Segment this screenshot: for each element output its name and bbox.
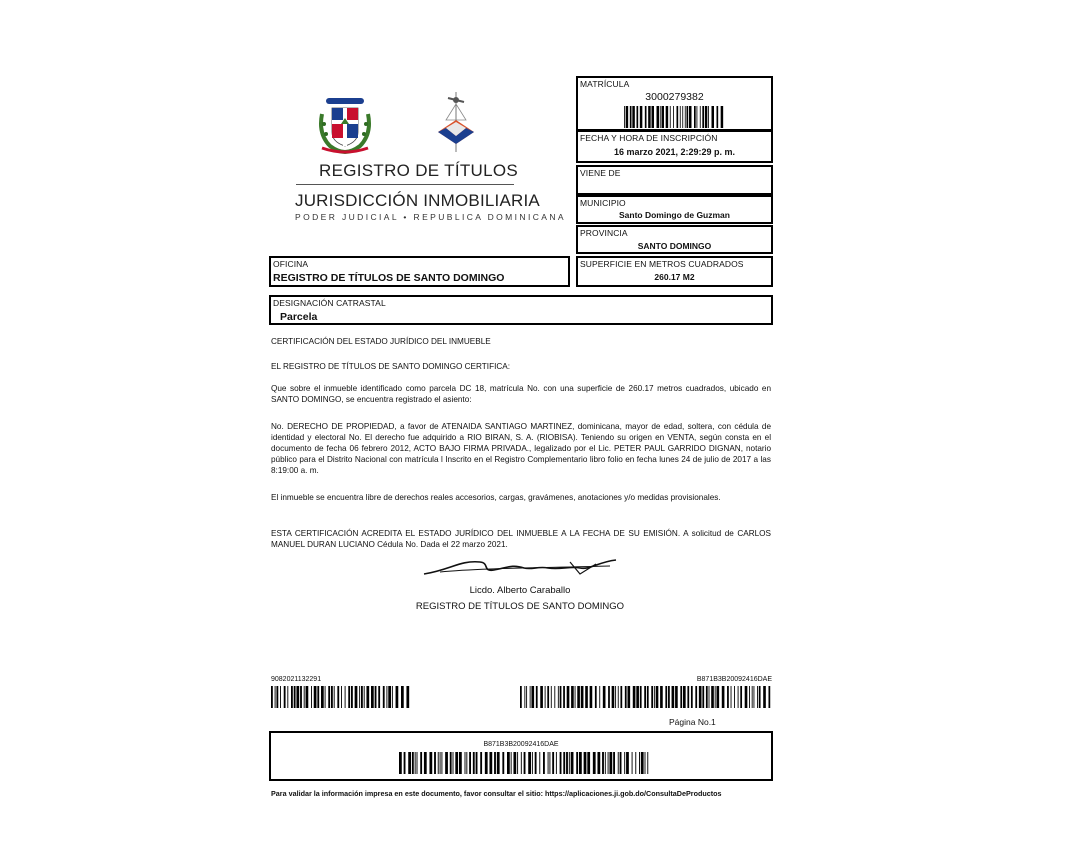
barcode-bar — [528, 752, 531, 774]
dominican-coat-of-arms-logo — [316, 94, 374, 154]
barcode-bar — [708, 106, 709, 128]
barcode-bar — [441, 752, 442, 774]
barcode-bar — [304, 686, 305, 708]
barcode-bar — [615, 686, 616, 708]
barcode-bar — [429, 752, 432, 774]
superficie-value: 260.17 M2 — [654, 272, 695, 282]
barcode-bar — [521, 752, 522, 774]
barcode-bar — [597, 752, 600, 774]
barcode-bar — [364, 686, 365, 708]
barcode-bar — [317, 686, 319, 708]
barcode-bar — [388, 686, 391, 708]
barcode-bar — [717, 106, 719, 128]
designacion-box — [269, 295, 773, 325]
barcode-bar — [585, 686, 588, 708]
barcode-bar — [647, 752, 648, 774]
barcode-bar — [752, 686, 753, 708]
barcode-bar — [576, 752, 578, 774]
barcode-bar — [640, 106, 643, 128]
barcode-bar — [575, 686, 576, 708]
provincia-box — [576, 225, 773, 254]
barcode-bar — [300, 686, 302, 708]
barcode-bar — [571, 752, 574, 774]
box-barcode-code: B871B3B20092416DAE — [483, 741, 559, 748]
barcode-bar — [660, 106, 661, 128]
barcode-bar — [657, 106, 660, 128]
barcode-bar — [603, 686, 606, 708]
barcode-bar — [296, 686, 299, 708]
barcode-bar — [670, 106, 671, 128]
barcode-bar — [438, 752, 439, 774]
barcode-bar — [581, 686, 584, 708]
registro-titulos-heading: REGISTRO DE TÍTULOS — [319, 161, 519, 180]
barcode-bar — [383, 686, 385, 708]
barcode-bar — [507, 752, 510, 774]
barcode-bar — [626, 752, 629, 774]
barcode-bar — [685, 106, 686, 128]
barcode-bar — [700, 106, 701, 128]
oficina-box — [269, 256, 570, 287]
barcode-bar — [721, 106, 724, 128]
barcode-bar — [699, 686, 702, 708]
signer-name: Licdo. Alberto Caraballo — [469, 585, 571, 596]
barcode-bar — [702, 686, 704, 708]
barcode-bar — [420, 752, 422, 774]
fecha-inscripcion-label: FECHA Y HORA DE INSCRIPCIÓN — [580, 133, 718, 143]
matricula-value: 3000279382 — [645, 91, 704, 103]
barcode-bar — [511, 752, 512, 774]
barcode-bar — [466, 752, 467, 774]
barcode-bar — [675, 686, 678, 708]
barcode-bar — [271, 686, 273, 708]
barcode-bar — [513, 752, 516, 774]
p2-part-c: El derecho fue adquirido a RIO BIRAN, S. A. (RIOBISA). Teniendo su origen en VENTA, según consta en el documento de fecha 06 febrero 2012, ACTO BAJO FIRMA PRIVADA., legalizado por el Lic. PETER PAUL GARRIDO DIGNAN, notario público para el Distrito Nacional con matrícula l — [271, 433, 772, 464]
barcode-bar — [666, 106, 669, 128]
handwritten-signature — [420, 556, 620, 580]
barcode-bar — [645, 106, 647, 128]
barcode-bar — [539, 752, 540, 774]
barcode-bar — [694, 106, 696, 128]
right-barcode — [520, 686, 772, 708]
barcode-bar — [453, 752, 454, 774]
barcode-bar — [757, 686, 758, 708]
barcode-bar — [577, 686, 580, 708]
barcode-bar — [660, 686, 663, 708]
designacion-label: DESIGNACIÓN CATRASTAL — [273, 298, 386, 308]
barcode-bar — [654, 686, 655, 708]
barcode-bar — [705, 106, 708, 128]
barcode-bar — [406, 686, 409, 708]
barcode-bar — [485, 752, 488, 774]
barcode-bar — [702, 106, 704, 128]
barcode-bar — [424, 752, 427, 774]
barcode-bar — [587, 752, 590, 774]
barcode-bar — [727, 686, 729, 708]
barcode-bar — [689, 106, 692, 128]
barcode-bar — [645, 752, 646, 774]
municipio-box — [576, 195, 773, 224]
superficie-box — [576, 256, 773, 287]
barcode-bar — [590, 686, 593, 708]
barcode-bar — [613, 752, 615, 774]
barcode-bar — [593, 752, 596, 774]
left-barcode-code: 9082021132291 — [271, 676, 322, 683]
barcode-bar — [560, 752, 562, 774]
barcode-bar — [337, 686, 339, 708]
barcode-bar — [524, 686, 525, 708]
barcode-bar — [311, 686, 312, 708]
barcode-bar — [687, 686, 689, 708]
barcode-bar — [287, 686, 288, 708]
barcode-bar — [738, 686, 739, 708]
barcode-bar — [355, 686, 358, 708]
barcode-bar — [668, 686, 670, 708]
barcode-bar — [535, 752, 537, 774]
oficina-label: OFICINA — [273, 259, 309, 269]
barcode-bar — [331, 686, 333, 708]
barcode-bar — [648, 106, 651, 128]
barcode-bar — [489, 752, 492, 774]
barcode-bar — [584, 752, 587, 774]
barcode-bar — [328, 686, 330, 708]
barcode-bar — [530, 686, 531, 708]
barcode-bar — [625, 686, 627, 708]
barcode-bar — [517, 752, 518, 774]
municipio-label: MUNICIPIO — [580, 198, 626, 208]
barcode-bar — [662, 106, 665, 128]
barcode-bar — [417, 752, 418, 774]
barcode-bar — [640, 686, 642, 708]
barcode-bar — [341, 686, 342, 708]
certifica-line: EL REGISTRO DE TÍTULOS DE SANTO DOMINGO CERTIFICA: — [271, 362, 510, 371]
barcode-bar — [706, 686, 708, 708]
barcode-bar — [716, 686, 719, 708]
barcode-bar — [540, 686, 543, 708]
signer-office: REGISTRO DE TÍTULOS DE SANTO DOMINGO — [415, 601, 625, 612]
paragraph-libre: El inmueble se encuentra libre de derechos reales accesorios, cargas, gravámenes, anotaciones y/o medidas provisionales. — [271, 493, 721, 502]
barcode-bar — [526, 686, 527, 708]
barcode-bar — [633, 686, 636, 708]
p2-part-b: DERECHO DE PROPIEDAD, a favor de ATENAIDA SANTIAGO MARTINEZ, dominicana, mayor de edad, soltera, con cédula de identidad y electoral No. — [271, 422, 771, 442]
superficie-label: SUPERFICIE EN METROS CUADRADOS — [580, 259, 744, 269]
barcode-bar — [536, 686, 538, 708]
barcode-bar — [566, 752, 568, 774]
oficina-value: REGISTRO DE TÍTULOS DE SANTO DOMINGO — [273, 272, 505, 284]
p2-part-e: folio — [607, 455, 623, 464]
p4-part-b: Dada el 22 marzo 2021. — [420, 540, 508, 549]
p2-part-d: Inscrito en el Registro Complementario libro — [445, 455, 606, 464]
barcode-bar — [608, 752, 609, 774]
barcode-bar — [711, 686, 714, 708]
barcode-bar — [345, 686, 346, 708]
barcode-bar — [399, 752, 402, 774]
barcode-bar — [567, 686, 570, 708]
barcode-bar — [715, 686, 716, 708]
barcode-bar — [665, 686, 667, 708]
box-barcode — [399, 752, 651, 774]
barcode-bar — [754, 686, 755, 708]
barcode-bar — [558, 686, 559, 708]
barcode-bar — [502, 752, 504, 774]
jurisdiccion-inmobiliaria-logo — [420, 90, 492, 158]
matricula-box — [576, 76, 773, 131]
barcode-bar — [445, 752, 448, 774]
barcode-bar — [375, 686, 377, 708]
barcode-bar — [473, 752, 475, 774]
barcode-bar — [632, 106, 635, 128]
barcode-bar — [749, 686, 750, 708]
barcode-bar — [440, 752, 441, 774]
barcode-bar — [434, 752, 436, 774]
barcode-bar — [608, 686, 610, 708]
barcode-bar — [656, 686, 659, 708]
designacion-value: Parcela — [280, 311, 318, 323]
provincia-label: PROVINCIA — [580, 228, 628, 238]
barcode-bar — [683, 686, 686, 708]
barcode-bar — [465, 752, 466, 774]
barcode-bar — [556, 752, 557, 774]
barcode-bar — [624, 752, 625, 774]
barcode-bar — [321, 686, 324, 708]
p1-part-a: Que sobre el inmueble identificado como parcela — [271, 384, 457, 393]
barcode-bar — [547, 686, 549, 708]
barcode-bar — [628, 686, 631, 708]
barcode-bar — [284, 686, 286, 708]
fecha-inscripcion-value: 16 marzo 2021, 2:29:29 p. m. — [613, 147, 736, 157]
barcode-bar — [560, 686, 562, 708]
barcode-bar — [624, 106, 625, 128]
paragraph-parcela — [271, 383, 771, 405]
barcode-bar — [314, 686, 317, 708]
barcode-bar — [554, 686, 555, 708]
barcode-bar — [635, 752, 636, 774]
barcode-bar — [571, 686, 574, 708]
header-divider — [296, 184, 514, 185]
barcode-bar — [392, 686, 393, 708]
barcode-bar — [680, 686, 682, 708]
barcode-bar — [412, 752, 414, 774]
barcode-bar — [371, 686, 374, 708]
paragraph-acredita — [271, 528, 771, 550]
barcode-bar — [697, 106, 698, 128]
barcode-bar — [651, 686, 653, 708]
barcode-bar — [459, 752, 462, 774]
barcode-bar — [605, 752, 606, 774]
barcode-bar — [644, 686, 646, 708]
barcode-bar — [455, 752, 458, 774]
p1-part-c: con una superficie de 260.17 metros cuadrados, ubicado en SANTO DOMINGO, se encuentra registrado el asiento: — [271, 384, 772, 404]
barcode-bar — [712, 106, 715, 128]
barcode-bar — [552, 752, 554, 774]
barcode-bar — [731, 686, 732, 708]
barcode-bar — [626, 106, 629, 128]
barcode-bar — [497, 752, 500, 774]
viene-de-label: VIENE DE — [580, 168, 621, 178]
barcode-bar — [524, 752, 526, 774]
barcode-bar — [520, 686, 522, 708]
barcode-bar — [768, 686, 770, 708]
jurisdiccion-heading: JURISDICCIÓN INMOBILIARIA — [295, 191, 540, 210]
p2-part-f: en fecha lunes 24 de julio de 2017 a las 8:19:00 a. m. — [271, 455, 771, 475]
barcode-bar — [543, 752, 545, 774]
barcode-bar — [740, 686, 742, 708]
barcode-bar — [620, 686, 622, 708]
barcode-bar — [401, 686, 404, 708]
matricula-barcode — [624, 106, 724, 128]
right-barcode-code: B871B3B20092416DAE — [696, 676, 772, 683]
cert-title: CERTIFICACIÓN DEL ESTADO JURÍDICO DEL INMUEBLE — [271, 337, 491, 346]
barcode-bar — [532, 752, 533, 774]
barcode-bar — [620, 752, 622, 774]
barcode-bar — [682, 106, 683, 128]
barcode-bar — [639, 752, 640, 774]
barcode-bar — [348, 686, 350, 708]
barcode-bar — [618, 752, 619, 774]
barcode-bar — [595, 686, 597, 708]
barcode-bar — [652, 106, 655, 128]
barcode-bar — [734, 686, 735, 708]
page-number: Página No.1 — [669, 717, 716, 727]
barcode-bar — [359, 686, 360, 708]
barcode-bar — [579, 752, 582, 774]
barcode-bar — [563, 752, 565, 774]
matricula-label: MATRÍCULA — [580, 79, 630, 89]
barcode-bar — [691, 686, 693, 708]
barcode-bar — [759, 686, 761, 708]
barcode-bar — [609, 752, 612, 774]
barcode-bar — [378, 686, 380, 708]
barcode-bar — [602, 752, 604, 774]
barcode-bar — [549, 752, 550, 774]
barcode-bar — [291, 686, 293, 708]
barcode-bar — [551, 686, 552, 708]
p1-part-b: DC 18, matrícula No. — [459, 384, 540, 393]
barcode-bar — [351, 686, 353, 708]
barcode-bar — [294, 686, 296, 708]
barcode-bar — [695, 686, 697, 708]
barcode-bar — [677, 106, 679, 128]
barcode-bar — [476, 752, 478, 774]
barcode-bar — [709, 686, 710, 708]
left-barcode — [271, 686, 411, 708]
provincia-value: SANTO DOMINGO — [637, 241, 712, 251]
fecha-inscripcion-box — [576, 130, 773, 163]
poder-judicial-subtitle: PODER JUDICIAL • REPUBLICA DOMINICANA — [295, 212, 566, 222]
barcode-bar — [280, 686, 281, 708]
barcode-bar — [366, 686, 369, 708]
barcode-bar — [415, 752, 416, 774]
viene-de-box — [576, 165, 773, 195]
barcode-bar — [763, 686, 766, 708]
validation-instructions: Para validar la información impresa en este documento, favor consultar el sitio: https://aplicaciones.ji.gob.do/ConsultaDeProductos — [271, 789, 722, 798]
barcode-bar — [745, 686, 748, 708]
barcode-bar — [673, 106, 674, 128]
barcode-bar — [672, 686, 675, 708]
barcode-bar — [494, 752, 496, 774]
barcode-bar — [276, 686, 278, 708]
barcode-bar — [325, 686, 326, 708]
barcode-bar — [612, 686, 615, 708]
barcode-bar — [361, 686, 363, 708]
barcode-bar — [569, 752, 570, 774]
barcode-bar — [641, 752, 644, 774]
barcode-bar — [450, 752, 452, 774]
barcode-bar — [630, 106, 632, 128]
p4-part-a: ESTA CERTIFICACIÓN ACREDITA EL ESTADO JURÍDICO DEL INMUEBLE A LA FECHA DE SU EMISIÓN. A solicitud de CARLOS MANUEL DURAN LUCIANO Cédula No. — [271, 529, 771, 549]
barcode-bar — [469, 752, 471, 774]
barcode-bar — [636, 686, 639, 708]
barcode-bar — [386, 686, 387, 708]
municipio-value: Santo Domingo de Guzman — [619, 210, 730, 220]
barcode-bar — [632, 752, 633, 774]
barcode-bar — [637, 106, 639, 128]
paragraph-derecho — [271, 421, 771, 476]
barcode-bar — [563, 686, 565, 708]
barcode-bar — [687, 106, 689, 128]
barcode-bar — [722, 686, 725, 708]
barcode-bar — [404, 752, 406, 774]
barcode-bar — [396, 686, 399, 708]
barcode-bar — [408, 752, 411, 774]
barcode-bar — [545, 686, 546, 708]
barcode-bar — [548, 752, 549, 774]
barcode-bar — [334, 686, 335, 708]
barcode-bar — [275, 686, 276, 708]
barcode-bar — [599, 686, 600, 708]
barcode-bar — [618, 686, 619, 708]
barcode-bar — [531, 686, 534, 708]
p2-part-a: No. — [271, 422, 284, 431]
barcode-bar — [680, 106, 681, 128]
validation-barcode-box — [269, 731, 773, 781]
barcode-bar — [480, 752, 482, 774]
barcode-bar — [306, 686, 309, 708]
barcode-bar — [647, 686, 649, 708]
